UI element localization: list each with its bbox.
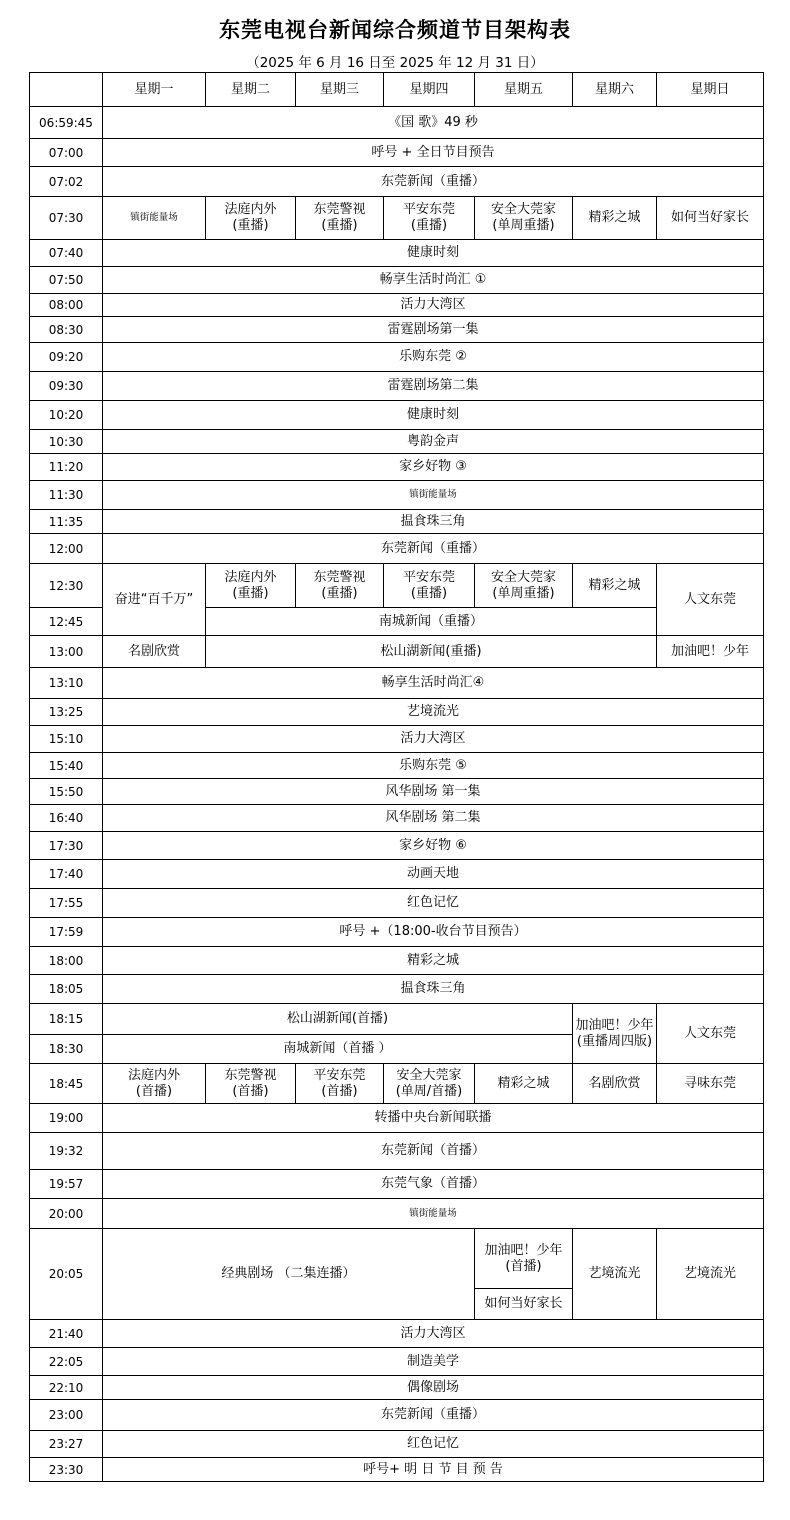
time-cell: 10:20 [30,401,103,430]
program-cell: 加油吧！少年 (首播) [475,1229,573,1289]
program-cell: 加油吧！少年 [657,636,764,668]
program-cell: 转播中央台新闻联播 [103,1104,764,1133]
time-cell: 10:30 [30,430,103,454]
program-cell: 安全大莞家 (单周重播) [475,564,573,608]
program-cell: 精彩之城 [103,947,764,975]
program-cell: 艺境流光 [573,1229,657,1320]
date-range: （2025 年 6 月 16 日至 2025 年 12 月 31 日） [246,55,544,71]
program-cell: 畅享生活时尚汇 ① [103,267,764,294]
time-cell: 09:30 [30,372,103,401]
time-cell: 13:00 [30,636,103,668]
program-cell: 寻味东莞 [657,1064,764,1104]
program-cell: 南城新闻（重播） [206,608,657,636]
program-cell: 偶像剧场 [103,1376,764,1400]
program-cell: 松山湖新闻(首播) [103,1004,573,1035]
program-cell: 平安东莞 (重播) [384,564,475,608]
time-cell: 18:30 [30,1035,103,1064]
time-cell: 09:20 [30,343,103,372]
corner-cell [30,73,103,107]
program-cell: 镇街能量场 [103,197,206,240]
time-cell: 22:10 [30,1376,103,1400]
time-cell: 17:59 [30,918,103,947]
program-cell: 乐购东莞 ⑤ [103,753,764,779]
program-cell: 健康时刻 [103,240,764,267]
program-cell: 东莞新闻（重播） [103,167,764,197]
header-row [30,73,764,107]
time-cell: 06:59:45 [30,107,103,139]
program-cell: 红色记忆 [103,889,764,918]
program-cell: 健康时刻 [103,401,764,430]
day-header: 星期六 [573,73,657,107]
time-cell: 11:30 [30,481,103,510]
program-cell: 活力大湾区 [103,726,764,753]
day-header: 星期一 [103,73,206,107]
time-cell: 18:45 [30,1064,103,1104]
program-cell: 东莞警视 (重播) [296,197,384,240]
day-header: 星期四 [384,73,475,107]
program-cell: 家乡好物 ⑥ [103,832,764,860]
program-cell: 人文东莞 [657,564,764,636]
program-cell: 安全大莞家 (单周重播) [475,197,573,240]
time-cell: 19:32 [30,1133,103,1170]
time-cell: 07:30 [30,197,103,240]
time-cell: 07:50 [30,267,103,294]
program-cell: 揾食珠三角 [103,975,764,1004]
day-header: 星期五 [475,73,573,107]
program-cell: 活力大湾区 [103,294,764,317]
time-cell: 11:20 [30,454,103,481]
program-cell: 畅享生活时尚汇④ [103,668,764,699]
program-cell: 名剧欣赏 [573,1064,657,1104]
program-cell: 家乡好物 ③ [103,454,764,481]
program-cell: 东莞新闻（首播） [103,1133,764,1170]
day-header: 星期二 [206,73,296,107]
time-cell: 19:00 [30,1104,103,1133]
time-cell: 13:25 [30,699,103,726]
program-cell: 如何当好家长 [475,1289,573,1320]
time-cell: 20:05 [30,1229,103,1320]
time-cell: 19:57 [30,1170,103,1199]
program-cell: 艺境流光 [657,1229,764,1320]
program-cell: 红色记忆 [103,1431,764,1458]
program-cell: 粤韵金声 [103,430,764,454]
time-cell: 15:50 [30,779,103,805]
time-cell: 23:27 [30,1431,103,1458]
program-cell: 精彩之城 [475,1064,573,1104]
time-cell: 08:30 [30,317,103,343]
program-cell: 奋进“百千万” [103,564,206,636]
page-title: 东莞电视台新闻综合频道节目架构表 [219,18,571,42]
time-cell: 13:10 [30,668,103,699]
time-cell: 12:00 [30,534,103,564]
program-cell: 法庭内外 (首播) [103,1064,206,1104]
program-cell: 风华剧场 第一集 [103,779,764,805]
program-cell: 乐购东莞 ② [103,343,764,372]
time-cell: 23:00 [30,1400,103,1431]
time-cell: 12:30 [30,564,103,608]
time-cell: 07:00 [30,139,103,167]
time-cell: 22:05 [30,1348,103,1376]
program-cell: 揾食珠三角 [103,510,764,534]
program-cell: 艺境流光 [103,699,764,726]
time-cell: 18:15 [30,1004,103,1035]
time-cell: 07:02 [30,167,103,197]
time-cell: 17:55 [30,889,103,918]
program-cell: 动画天地 [103,860,764,889]
program-cell: 加油吧！少年 (重播周四版) [573,1004,657,1064]
program-cell: 安全大莞家 (单周/首播) [384,1064,475,1104]
program-cell: 南城新闻（首播 ） [103,1035,573,1064]
program-cell: 东莞警视 (重播) [296,564,384,608]
program-cell: 呼号+ 明 日 节 目 预 告 [103,1458,764,1482]
program-cell: 呼号 +（18:00-收台节目预告） [103,918,764,947]
time-cell: 18:05 [30,975,103,1004]
day-header: 星期日 [657,73,764,107]
program-cell: 东莞警视 (首播) [206,1064,296,1104]
time-cell: 17:30 [30,832,103,860]
time-cell: 07:40 [30,240,103,267]
program-cell: 法庭内外 (重播) [206,564,296,608]
program-cell: 风华剧场 第二集 [103,805,764,832]
time-cell: 23:30 [30,1458,103,1482]
program-cell: 精彩之城 [573,197,657,240]
program-cell: 东莞新闻（重播） [103,534,764,564]
time-cell: 21:40 [30,1320,103,1348]
time-cell: 15:10 [30,726,103,753]
program-cell: 法庭内外 (重播) [206,197,296,240]
time-cell: 20:00 [30,1199,103,1229]
time-cell: 11:35 [30,510,103,534]
schedule-table [29,72,764,1482]
time-cell: 18:00 [30,947,103,975]
time-cell: 17:40 [30,860,103,889]
program-cell: 名剧欣赏 [103,636,206,668]
program-cell: 呼号 + 全日节目预告 [103,139,764,167]
program-cell: 制造美学 [103,1348,764,1376]
program-cell: 平安东莞 (重播) [384,197,475,240]
program-cell: 东莞新闻（重播） [103,1400,764,1431]
time-cell: 08:00 [30,294,103,317]
program-cell: 雷霆剧场第二集 [103,372,764,401]
program-cell: 经典剧场 （二集连播） [103,1229,475,1320]
day-header: 星期三 [296,73,384,107]
program-cell: 《国 歌》49 秒 [103,107,764,139]
program-cell: 东莞气象（首播） [103,1170,764,1199]
program-cell: 镇街能量场 [103,1199,764,1229]
time-cell: 15:40 [30,753,103,779]
time-cell: 12:45 [30,608,103,636]
program-cell: 如何当好家长 [657,197,764,240]
time-cell: 16:40 [30,805,103,832]
program-cell: 活力大湾区 [103,1320,764,1348]
program-cell: 平安东莞 (首播) [296,1064,384,1104]
program-cell: 人文东莞 [657,1004,764,1064]
program-cell: 镇街能量场 [103,481,764,510]
program-cell: 精彩之城 [573,564,657,608]
program-cell: 雷霆剧场第一集 [103,317,764,343]
program-cell: 松山湖新闻(重播) [206,636,657,668]
